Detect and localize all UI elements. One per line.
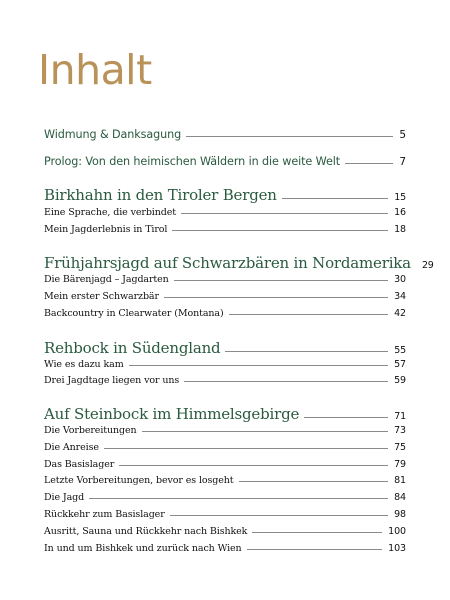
toc-section-page: 30 xyxy=(394,274,406,285)
toc-section-page: 18 xyxy=(394,224,406,235)
toc-entry-page: 5 xyxy=(399,129,406,141)
dot-leader xyxy=(184,381,388,382)
toc-section-label: Die Anreise xyxy=(44,442,99,453)
toc-chapter-label: Auf Steinbock im Himmelsgebirge xyxy=(44,405,300,423)
toc-section-label: Drei Jagdtage liegen vor uns xyxy=(44,375,180,386)
dot-leader xyxy=(164,297,388,298)
toc-chapter-page: 15 xyxy=(394,192,406,203)
toc-section[interactable] xyxy=(44,207,406,218)
toc-section[interactable] xyxy=(44,475,406,486)
toc-section-page: 16 xyxy=(394,207,406,218)
toc-chapter-rehbock[interactable] xyxy=(44,339,406,357)
toc-section-label: Die Jagd xyxy=(44,492,85,503)
toc-section-page: 75 xyxy=(394,442,406,453)
dot-leader xyxy=(304,417,388,418)
toc-section-label: Mein erster Schwarzbär xyxy=(44,291,159,302)
dot-leader xyxy=(104,448,388,449)
toc-entry-prolog[interactable] xyxy=(44,155,406,168)
toc-section-label: Die Bärenjagd – Jagdarten xyxy=(44,274,169,285)
toc-section[interactable] xyxy=(44,375,406,386)
toc-section-page: 73 xyxy=(394,425,406,436)
dot-leader xyxy=(174,280,388,281)
dot-leader xyxy=(119,465,388,466)
dot-leader xyxy=(229,314,389,315)
dot-leader xyxy=(172,230,388,231)
toc-section-label: In und um Bishkek und zurück nach Wien xyxy=(44,543,242,554)
toc-section-label: Mein Jagderlebnis in Tirol xyxy=(44,224,168,235)
toc-section-label: Das Basislager xyxy=(44,459,115,470)
toc-section-label: Wie es dazu kam xyxy=(44,359,124,370)
toc-section[interactable] xyxy=(44,492,406,503)
toc-section-page: 59 xyxy=(394,375,406,386)
toc-section-page: 81 xyxy=(394,475,406,486)
toc-section[interactable] xyxy=(44,459,406,470)
toc-chapter-page: 55 xyxy=(394,345,406,356)
toc-section[interactable] xyxy=(44,543,406,554)
dot-leader xyxy=(129,365,388,366)
toc-section-label: Die Vorbereitungen xyxy=(44,425,137,436)
toc-section[interactable] xyxy=(44,425,406,436)
toc-section[interactable] xyxy=(44,442,406,453)
toc-section-page: 98 xyxy=(394,509,406,520)
toc-chapter-steinbock[interactable] xyxy=(44,405,406,423)
toc-section[interactable] xyxy=(44,291,406,302)
toc-entry-label: Widmung & Danksagung xyxy=(44,128,182,141)
toc-section-page: 34 xyxy=(394,291,406,302)
toc-section-page: 57 xyxy=(394,359,406,370)
toc-chapter-label: Birkhahn in den Tiroler Bergen xyxy=(44,186,277,204)
toc-section[interactable] xyxy=(44,359,406,370)
toc-section[interactable] xyxy=(44,308,406,319)
toc-section-page: 79 xyxy=(394,459,406,470)
toc-section-label: Rückkehr zum Basislager xyxy=(44,509,165,520)
dot-leader xyxy=(186,136,393,137)
dot-leader xyxy=(252,532,382,533)
toc-section-page: 100 xyxy=(388,526,406,537)
dot-leader xyxy=(170,515,388,516)
dot-leader xyxy=(142,431,389,432)
toc-chapter-page: 71 xyxy=(394,411,406,422)
toc-entry-page: 7 xyxy=(399,156,406,168)
toc-section-label: Backcountry in Clearwater (Montana) xyxy=(44,308,224,319)
page-title: Inhalt xyxy=(38,46,152,94)
toc-section-page: 103 xyxy=(388,543,406,554)
toc-section-label: Ausritt, Sauna und Rückkehr nach Bishkek xyxy=(44,526,248,537)
dot-leader xyxy=(345,163,393,164)
dot-leader xyxy=(89,498,388,499)
toc-chapter-page: 29 xyxy=(421,260,434,271)
toc-chapter-label: Frühjahrsjagd auf Schwarzbären in Nordamerika xyxy=(44,254,411,272)
dot-leader xyxy=(239,481,389,482)
toc-chapter-label: Rehbock in Südengland xyxy=(44,339,221,357)
dot-leader xyxy=(282,198,389,199)
toc-section[interactable] xyxy=(44,509,406,520)
toc-chapter-schwarzbaeren[interactable] xyxy=(44,254,434,272)
toc-entry-label: Prolog: Von den heimischen Wäldern in die weite Welt xyxy=(44,155,341,168)
toc-entry-dedication[interactable] xyxy=(44,128,406,141)
toc-section-label: Eine Sprache, die verbindet xyxy=(44,207,176,218)
dot-leader xyxy=(225,351,388,352)
toc-section-page: 42 xyxy=(394,308,406,319)
toc-section[interactable] xyxy=(44,526,406,537)
toc-section-page: 84 xyxy=(394,492,406,503)
toc-section[interactable] xyxy=(44,274,406,285)
toc-section-label: Letzte Vorbereitungen, bevor es losgeht xyxy=(44,475,234,486)
toc-section[interactable] xyxy=(44,224,406,235)
toc-chapter-birkhahn[interactable] xyxy=(44,186,406,204)
dot-leader xyxy=(247,549,383,550)
dot-leader xyxy=(181,213,388,214)
